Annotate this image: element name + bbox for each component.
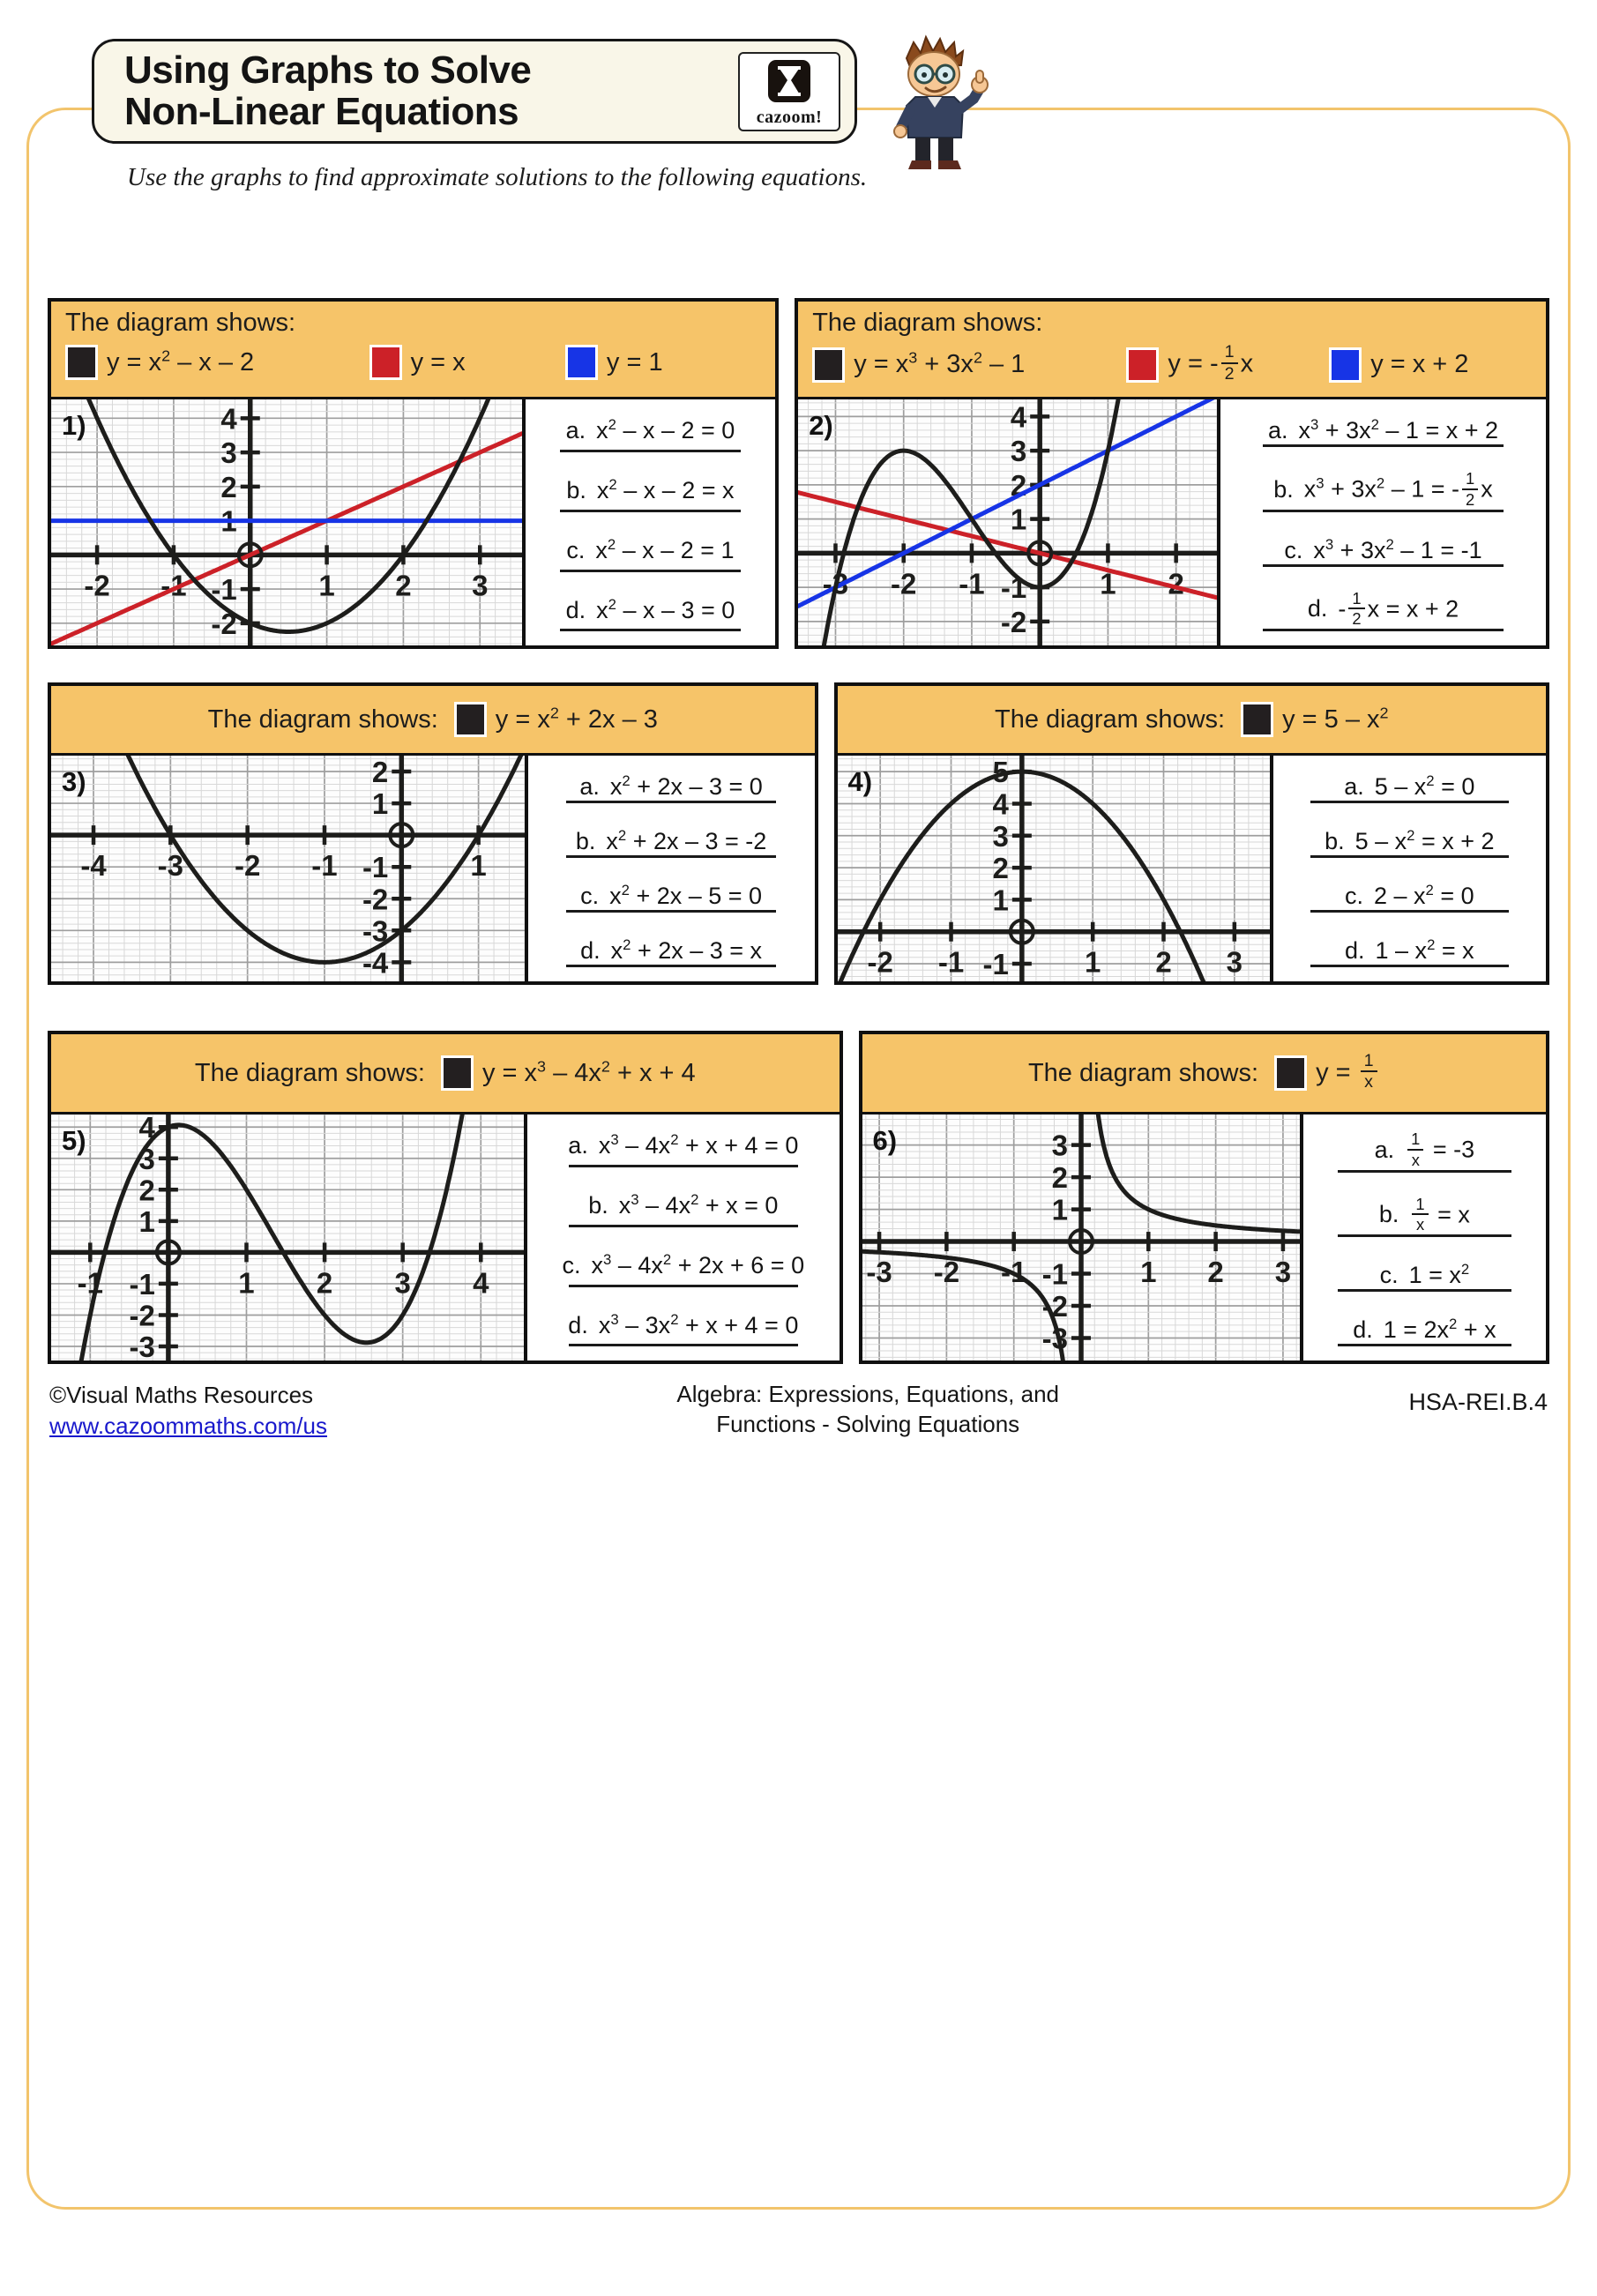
svg-text:-1: -1 (1041, 1257, 1068, 1291)
question-equation: $x^3 + 3x^2 - 1 = -1$ (1313, 535, 1482, 563)
answer-line (569, 1344, 798, 1346)
question-letter: c. (1379, 1262, 1399, 1289)
legend-equation: $y = x^2 + 2x - 3$ (495, 704, 658, 734)
question-equation-row (541, 828, 802, 855)
question-equation-row (1316, 1262, 1534, 1289)
question-equation: $x^3 - 4x^2 + 2x + 6 = 0$ (591, 1250, 805, 1278)
question-item (1282, 923, 1537, 978)
legend (454, 702, 658, 737)
legend-equation: $y = x^2 - x - 2$ (107, 347, 255, 376)
legend-item (1241, 702, 1388, 737)
problem-panel (795, 298, 1549, 649)
svg-text:-1: -1 (129, 1268, 155, 1301)
legend-color-swatch (1126, 347, 1159, 383)
legend-equation: y = x (410, 347, 466, 376)
svg-text:3: 3 (394, 1266, 411, 1300)
svg-text:3: 3 (1274, 1256, 1291, 1289)
panel-body (838, 756, 1546, 981)
page-title (124, 50, 726, 132)
answer-line (1263, 629, 1504, 631)
question-list (522, 399, 775, 645)
question-letter: c. (562, 1251, 581, 1278)
question-equation-row (538, 417, 763, 444)
question-equation: - $\frac{1}{2}$ x = x + 2 (1338, 588, 1459, 629)
answer-line (566, 855, 776, 858)
cazoom-hourglass-icon (766, 59, 812, 103)
svg-text:2: 2 (1011, 469, 1027, 503)
graph-plot (838, 756, 1270, 981)
legend-item (1126, 342, 1329, 384)
panel-header (798, 302, 1546, 399)
question-equation-row (1286, 828, 1534, 855)
question-item (1312, 1302, 1537, 1357)
svg-text:4: 4 (138, 1114, 155, 1144)
svg-text:-1: -1 (937, 946, 964, 980)
mascot-boy-illustration (880, 28, 993, 181)
question-equation: $5 - x^2 = 0$ (1374, 772, 1475, 801)
diagram-shows-label: The diagram shows: (995, 704, 1226, 734)
panel-header (51, 686, 815, 756)
question-list (1300, 1114, 1546, 1360)
question-equation-row (540, 1192, 826, 1219)
legend-item (565, 345, 761, 380)
question-item (1282, 814, 1537, 868)
cazoom-logo (738, 52, 840, 131)
question-letter: d. (1344, 937, 1365, 965)
svg-text:2: 2 (1154, 946, 1172, 980)
question-equation-row (538, 597, 763, 624)
svg-text:-3: -3 (822, 567, 849, 600)
svg-text:1: 1 (138, 1205, 155, 1239)
question-item (1229, 523, 1537, 578)
svg-text:1: 1 (318, 569, 335, 602)
question-equation-row (1316, 1129, 1534, 1170)
legend-item (454, 702, 658, 737)
answer-line (566, 910, 776, 913)
worksheet-header (92, 39, 1549, 144)
svg-text:1: 1 (371, 787, 389, 821)
panel-body (51, 1114, 840, 1360)
question-item (1229, 578, 1537, 643)
problem-panel (834, 682, 1549, 985)
answer-line (1338, 1170, 1512, 1173)
question-item (1282, 868, 1537, 923)
legend-equation: y = - $\frac{1}{2}$ x (1168, 342, 1254, 384)
svg-text:-2: -2 (891, 567, 917, 600)
svg-text:2: 2 (395, 569, 412, 602)
question-item (534, 523, 766, 583)
question-letter: d. (1307, 595, 1328, 622)
legend (1241, 702, 1388, 737)
svg-text:-3: -3 (1041, 1322, 1068, 1355)
problem-number: 2) (809, 410, 833, 442)
problem-panel (859, 1031, 1549, 1364)
legend-equation: y = $\frac{1}{x}$ (1316, 1054, 1380, 1093)
answer-line (1338, 1344, 1512, 1346)
svg-text:4: 4 (992, 787, 1009, 821)
legend (441, 1055, 696, 1091)
question-equation-row (1316, 1194, 1534, 1235)
svg-text:-4: -4 (362, 946, 389, 980)
question-letter: b. (588, 1192, 608, 1219)
graph-plot (862, 1114, 1300, 1360)
problem-number: 4) (847, 766, 873, 798)
answer-line (1263, 564, 1504, 567)
question-letter: b. (566, 477, 586, 504)
question-item (1229, 403, 1537, 458)
legend (65, 345, 761, 380)
svg-text:4: 4 (473, 1266, 489, 1300)
question-equation: $x^2 + 2x - 3 = 0$ (609, 772, 763, 801)
answer-line (1338, 1234, 1512, 1237)
question-letter: c. (1344, 883, 1363, 910)
question-item (534, 403, 766, 463)
question-equation: $x^2 + 2x - 3 = -2$ (606, 827, 767, 855)
svg-text:3: 3 (1051, 1129, 1068, 1162)
svg-text:1: 1 (220, 504, 237, 538)
legend-color-swatch (1329, 347, 1362, 383)
svg-text:-2: -2 (129, 1299, 155, 1332)
answer-line (566, 801, 776, 803)
svg-text:2: 2 (1206, 1256, 1224, 1289)
legend-color-swatch (369, 345, 402, 380)
question-equation: $x^2 - x - 2 = x$ (596, 476, 735, 504)
question-item (536, 1118, 830, 1178)
question-equation-row (1316, 1316, 1534, 1344)
svg-text:-2: -2 (1001, 606, 1027, 639)
svg-text:2: 2 (1051, 1161, 1068, 1195)
answer-line (569, 1165, 798, 1167)
legend-item (441, 1055, 696, 1091)
question-equation-row (541, 773, 802, 801)
svg-text:-2: -2 (84, 569, 110, 602)
panel-row-3 (48, 1031, 1549, 1364)
question-equation-row (540, 1132, 826, 1159)
question-letter: d. (580, 937, 601, 965)
svg-text:3: 3 (1226, 946, 1243, 980)
svg-text:-1: -1 (1000, 1256, 1026, 1289)
problem-number: 3) (62, 766, 86, 798)
question-item (536, 1178, 830, 1238)
page-title-line1: Using Graphs to Solve (124, 48, 532, 92)
legend-item (65, 345, 369, 380)
question-item (1282, 759, 1537, 814)
problem-panel (48, 1031, 843, 1364)
svg-text:-3: -3 (362, 914, 389, 948)
panel-body (51, 756, 815, 981)
question-list (525, 756, 815, 981)
svg-text:-2: -2 (362, 883, 389, 916)
legend-color-swatch (454, 702, 487, 737)
title-box (92, 39, 857, 144)
question-equation-row (538, 537, 763, 564)
legend-equation: y = x + 2 (1370, 350, 1469, 379)
question-equation-row (541, 937, 802, 965)
question-letter: a. (1267, 417, 1288, 444)
standard-code: HSA-REI.B.4 (1408, 1389, 1548, 1416)
question-equation-row (1286, 773, 1534, 801)
question-letter: d. (1353, 1316, 1373, 1344)
question-letter: c. (1284, 536, 1303, 563)
question-item (536, 1298, 830, 1358)
svg-text:-1: -1 (982, 948, 1009, 981)
svg-text:2: 2 (371, 756, 389, 789)
question-list (1270, 756, 1546, 981)
graph-plot (51, 399, 522, 645)
instruction-text: Use the graphs to find approximate solutions to the following equations. (127, 163, 868, 192)
answer-line (1310, 801, 1509, 803)
svg-text:-1: -1 (211, 573, 237, 607)
page-title-line2: Non-Linear Equations (124, 89, 519, 133)
diagram-shows-label: The diagram shows: (194, 1058, 425, 1087)
svg-text:3: 3 (1011, 435, 1027, 468)
diagram-shows-label: The diagram shows: (65, 309, 296, 338)
graph-plot (51, 756, 525, 981)
legend-color-swatch (812, 347, 845, 383)
answer-line (560, 629, 740, 631)
answer-line (1263, 510, 1504, 512)
svg-text:1: 1 (238, 1266, 255, 1300)
question-equation: $1 = 2x^2 + x$ (1383, 1316, 1496, 1344)
question-equation: $x^2 - x - 2 = 1$ (595, 535, 735, 563)
svg-text:-1: -1 (77, 1266, 103, 1300)
panel-header (51, 1034, 840, 1114)
svg-text:-1: -1 (160, 569, 187, 602)
graph-plot (51, 1114, 524, 1360)
question-equation: $x^3 - 4x^2 + x + 4 = 0$ (598, 1131, 799, 1159)
legend-color-swatch (65, 345, 98, 380)
question-item (1312, 1248, 1537, 1302)
svg-text:-1: -1 (959, 567, 985, 600)
question-letter: b. (1273, 475, 1294, 503)
question-letter: c. (566, 536, 586, 563)
question-item (534, 463, 766, 523)
question-equation-row (541, 883, 802, 910)
topic-line2: Functions - Solving Equations (716, 1411, 1020, 1438)
svg-text:-2: -2 (211, 608, 237, 641)
question-letter: b. (1325, 828, 1345, 855)
svg-text:-1: -1 (311, 849, 338, 883)
legend-color-swatch (441, 1055, 474, 1091)
question-letter: d. (565, 596, 586, 623)
diagram-shows-label: The diagram shows: (1027, 1058, 1259, 1087)
svg-text:3: 3 (220, 436, 237, 470)
diagram-shows-label: The diagram shows: (207, 704, 438, 734)
question-equation: $x^3 - 3x^2 + x + 4 = 0$ (598, 1310, 799, 1338)
panel-header (862, 1034, 1546, 1114)
graph-plot (798, 399, 1217, 645)
question-equation: $\frac{1}{x}$ = -3 (1405, 1132, 1474, 1170)
svg-text:3: 3 (992, 820, 1009, 854)
answer-line (1310, 910, 1509, 913)
question-equation-row (538, 477, 763, 504)
legend-equation: y = 1 (606, 347, 663, 376)
question-equation: $1 - x^2 = x$ (1375, 936, 1474, 965)
question-equation: $x^3 + 3x^2 - 1 = x + 2$ (1298, 416, 1498, 444)
question-equation: $\frac{1}{x}$ = x (1409, 1197, 1470, 1235)
question-equation-row (1233, 588, 1534, 630)
svg-text:-3: -3 (129, 1331, 155, 1361)
svg-text:-2: -2 (867, 946, 893, 980)
question-equation-row (1233, 417, 1534, 444)
problem-number: 1) (62, 410, 86, 442)
question-item (1312, 1183, 1537, 1249)
legend-color-swatch (565, 345, 598, 380)
question-equation-row (1233, 469, 1534, 510)
question-equation-row (1286, 937, 1534, 965)
svg-text:-2: -2 (234, 849, 261, 883)
question-equation: $2 - x^2 = 0$ (1374, 882, 1474, 910)
question-equation: $x^2 - x - 3 = 0$ (596, 595, 735, 623)
panel-row-2 (48, 682, 1549, 985)
legend-equation: $y = x^3 - 4x^2 + x + 4$ (481, 1057, 696, 1087)
svg-text:1: 1 (1051, 1193, 1068, 1226)
svg-text:-1: -1 (362, 851, 389, 884)
answer-line (1263, 444, 1504, 447)
legend-item (812, 347, 1126, 383)
panel-body (798, 399, 1546, 645)
answer-line (560, 510, 740, 512)
legend-color-swatch (1241, 702, 1273, 737)
question-item (537, 923, 806, 978)
panel-header (51, 302, 775, 399)
question-letter: a. (568, 1132, 588, 1159)
copyright-text: ©Visual Maths Resources (49, 1382, 314, 1409)
svg-text:1: 1 (992, 883, 1009, 917)
svg-text:-3: -3 (157, 849, 184, 883)
panel-header (838, 686, 1546, 756)
problem-number: 5) (62, 1125, 86, 1157)
question-equation-row (540, 1312, 826, 1339)
cazoommaths-link[interactable]: www.cazoommaths.com/us (49, 1413, 327, 1440)
svg-text:3: 3 (138, 1143, 155, 1176)
question-letter: b. (1378, 1201, 1399, 1228)
answer-line (1338, 1289, 1512, 1292)
svg-text:-2: -2 (933, 1256, 959, 1289)
legend (812, 342, 1532, 384)
svg-text:2: 2 (992, 852, 1009, 885)
problem-number: 6) (872, 1125, 898, 1157)
question-equation-row (1233, 537, 1534, 564)
panel-row-1 (48, 298, 1549, 649)
svg-text:4: 4 (220, 402, 237, 436)
panel-body (51, 399, 775, 645)
question-letter: a. (579, 773, 600, 801)
footer (0, 1380, 1597, 1442)
svg-text:1: 1 (1100, 567, 1116, 600)
svg-text:2: 2 (316, 1266, 333, 1300)
svg-text:1: 1 (1011, 503, 1027, 536)
diagram-shows-label: The diagram shows: (812, 309, 1043, 338)
svg-text:2: 2 (220, 471, 237, 504)
topic-line1: Algebra: Expressions, Equations, and (676, 1381, 1060, 1408)
svg-text:-4: -4 (80, 849, 107, 883)
question-item (534, 583, 766, 643)
question-letter: a. (565, 417, 586, 444)
question-item (537, 759, 806, 814)
question-letter: b. (575, 828, 596, 855)
answer-line (1310, 965, 1509, 967)
svg-text:2: 2 (138, 1174, 155, 1207)
problem-panel (48, 682, 818, 985)
question-equation: $x^2 - x - 2 = 0$ (596, 416, 735, 444)
legend-equation: $y = 5 - x^2$ (1282, 704, 1389, 734)
question-list (524, 1114, 839, 1360)
svg-text:-2: -2 (1041, 1290, 1068, 1323)
answer-line (560, 450, 740, 452)
question-item (537, 814, 806, 868)
svg-text:1: 1 (1084, 946, 1101, 980)
question-letter: a. (1344, 773, 1364, 801)
question-item (1312, 1118, 1537, 1183)
answer-line (569, 1225, 798, 1227)
question-letter: d. (568, 1311, 588, 1338)
legend (1274, 1050, 1380, 1093)
svg-text:5: 5 (992, 756, 1009, 789)
svg-text:1: 1 (1139, 1256, 1157, 1289)
question-equation: $1 = x^2$ (1408, 1261, 1470, 1289)
question-letter: c. (580, 883, 600, 910)
footer-copyright-block (49, 1380, 327, 1442)
question-item (1229, 458, 1537, 523)
svg-text:-3: -3 (865, 1256, 892, 1289)
question-item (536, 1238, 830, 1298)
legend-color-swatch (1274, 1055, 1307, 1091)
question-equation: $x^2 + 2x - 3 = x$ (610, 936, 763, 965)
svg-text:3: 3 (472, 569, 489, 602)
answer-line (569, 1285, 798, 1287)
answer-line (566, 965, 776, 967)
answer-line (560, 570, 740, 572)
question-list (1217, 399, 1546, 645)
question-equation: $5 - x^2 = x + 2$ (1354, 827, 1495, 855)
legend-item (369, 345, 565, 380)
svg-text:-1: -1 (1001, 571, 1027, 605)
svg-text:1: 1 (470, 849, 487, 883)
svg-text:2: 2 (1168, 567, 1185, 600)
problems-grid (48, 298, 1549, 1364)
question-equation: $x^2 + 2x - 5 = 0$ (609, 882, 763, 910)
question-equation: $x^3 - 4x^2 + x = 0$ (618, 1191, 779, 1219)
footer-topic (676, 1380, 1059, 1440)
legend-item (1274, 1050, 1380, 1093)
problem-panel (48, 298, 779, 649)
panel-body (862, 1114, 1546, 1360)
question-equation: $x^3 + 3x^2 - 1$ = - $\frac{1}{2}$ x (1303, 469, 1493, 509)
legend-item (1329, 347, 1532, 383)
question-equation-row (1286, 883, 1534, 910)
answer-line (1310, 855, 1509, 858)
question-letter: a. (1374, 1136, 1395, 1163)
svg-text:4: 4 (1011, 400, 1027, 434)
cazoom-logo-text: cazoom! (756, 107, 823, 127)
question-equation-row (540, 1252, 826, 1279)
question-item (537, 868, 806, 923)
legend-equation: $y = x^3 + 3x^2 - 1$ (854, 348, 1026, 379)
